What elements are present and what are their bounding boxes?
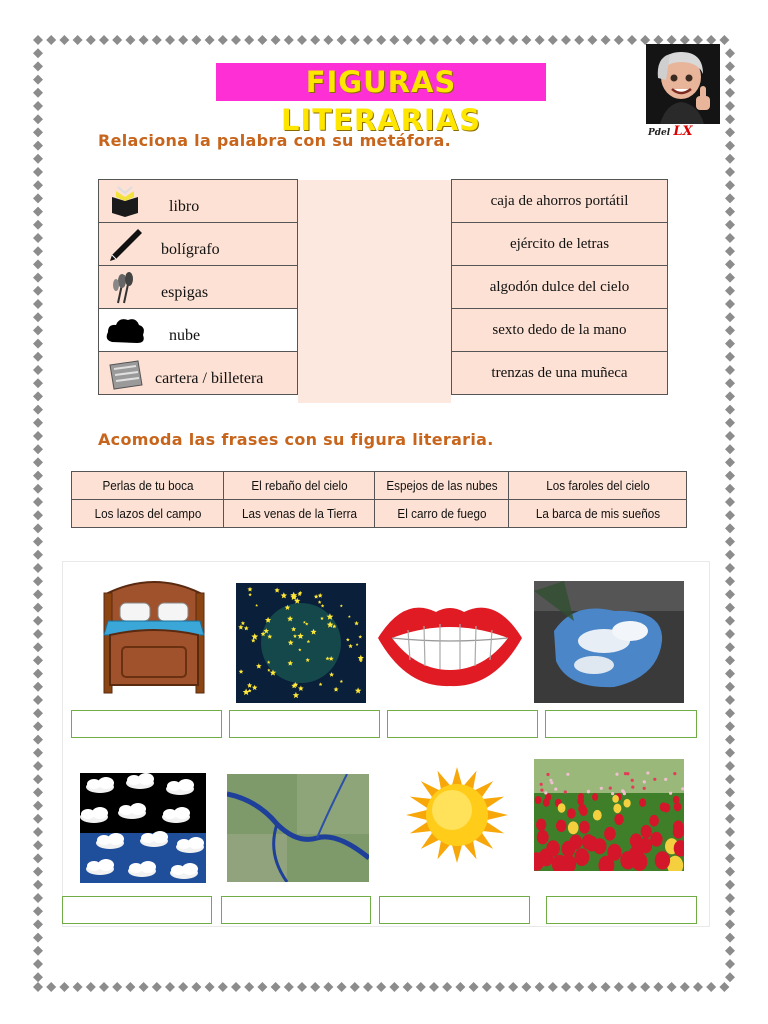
- answer-box[interactable]: [229, 710, 380, 738]
- avatar: [646, 44, 720, 124]
- word-row-libro: [98, 179, 298, 223]
- book-icon: [104, 183, 146, 221]
- section2-instruction: Acomoda las frases con su figura literaria.: [98, 430, 494, 449]
- starry-sky-image: [236, 583, 366, 703]
- answer-box[interactable]: [546, 896, 697, 924]
- answer-box[interactable]: [62, 896, 212, 924]
- phrase-cell: El carro de fuego: [381, 500, 502, 528]
- phrase-cell: El rebaño del cielo: [231, 472, 367, 500]
- phrase-cell: La barca de mis sueños: [517, 500, 677, 528]
- signature-text: Pdel: [648, 128, 671, 138]
- answer-box[interactable]: [71, 710, 222, 738]
- metaphor-cell: algodón dulce del cielo: [451, 265, 668, 309]
- bed-image: [98, 573, 210, 695]
- sun-image: [398, 763, 516, 867]
- metaphor-cell: caja de ahorros portátil: [451, 179, 668, 223]
- phrase-cell: Espejos de las nubes: [381, 472, 502, 500]
- matching-middle-area: [298, 180, 451, 403]
- metaphor-cell: sexto dedo de la mano: [451, 308, 668, 352]
- word-label: libro: [169, 198, 200, 215]
- word-row-boligrafo: [98, 222, 298, 266]
- word-row-nube: [98, 308, 298, 352]
- phrase-row: [72, 500, 687, 528]
- page-title: FIGURAS LITERARIAS: [216, 63, 546, 101]
- word-row-cartera: [98, 351, 298, 395]
- signature-mark: LX: [673, 124, 693, 139]
- answer-box[interactable]: [387, 710, 538, 738]
- phrase-cell: Las venas de la Tierra: [231, 500, 367, 528]
- river-map-image: [227, 774, 369, 882]
- tulip-field-image: [534, 759, 684, 871]
- metaphor-cell: trenzas de una muñeca: [451, 351, 668, 395]
- pen-icon: [104, 226, 146, 264]
- word-column: [98, 179, 298, 395]
- phrase-row: [72, 472, 687, 500]
- answer-box[interactable]: [379, 896, 530, 924]
- section1-instruction: Relaciona la palabra con su metáfora.: [98, 131, 451, 150]
- word-label: espigas: [161, 284, 209, 301]
- wheat-icon: [104, 269, 146, 307]
- wallet-icon: [104, 355, 146, 393]
- metaphor-column: [451, 179, 668, 395]
- puddle-reflection-image: [534, 581, 684, 703]
- word-label: bolígrafo: [161, 241, 220, 258]
- smile-teeth-image: [374, 594, 526, 690]
- answer-box[interactable]: [545, 710, 697, 738]
- answer-box[interactable]: [221, 896, 371, 924]
- word-label: nube: [169, 327, 201, 344]
- phrase-cell: Los lazos del campo: [79, 500, 216, 528]
- phrase-cell: Los faroles del cielo: [517, 472, 677, 500]
- signature: [648, 124, 722, 146]
- avatar-thumbs-up-icon: [646, 44, 720, 124]
- phrase-cell: Perlas de tu boca: [79, 472, 216, 500]
- word-label: cartera / billetera: [155, 370, 264, 387]
- word-row-espigas: [98, 265, 298, 309]
- cloudy-night-image: [80, 773, 206, 883]
- metaphor-cell: ejército de letras: [451, 222, 668, 266]
- phrase-table: [71, 471, 687, 528]
- cloud-icon: [104, 312, 146, 350]
